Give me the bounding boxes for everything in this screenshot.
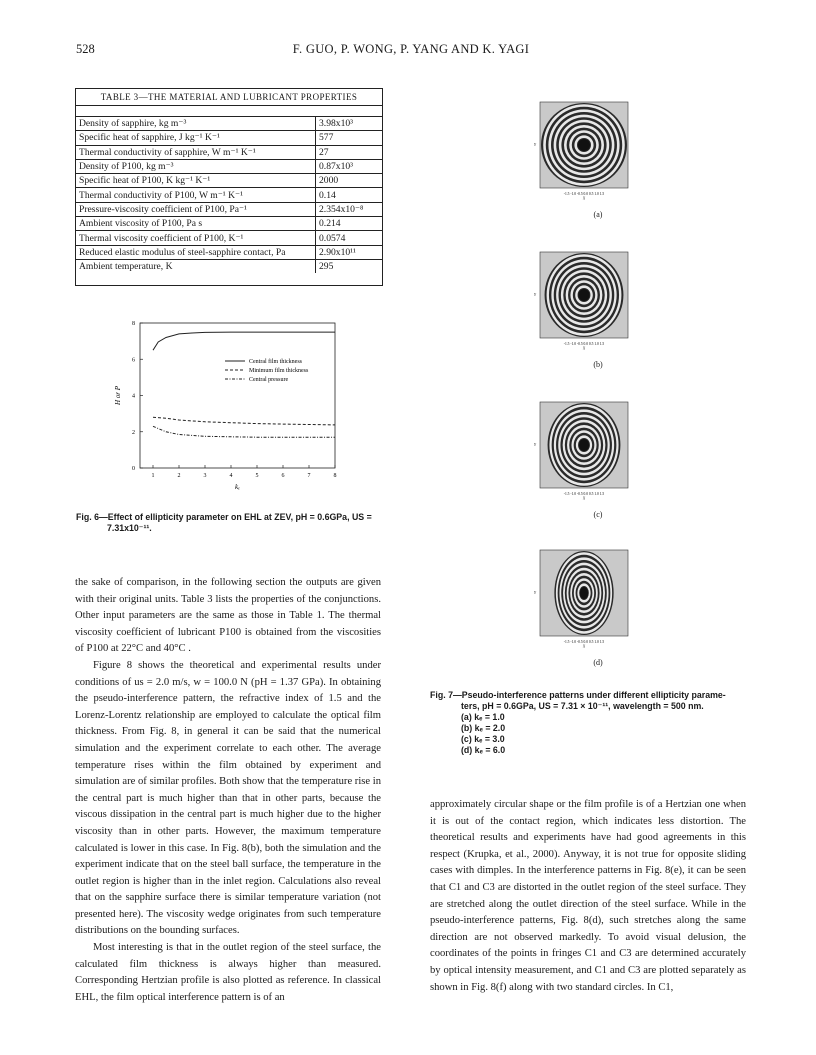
central-spot <box>579 439 589 451</box>
table-row <box>76 117 382 131</box>
value-cell: 2000 <box>316 174 383 188</box>
legend-entry: Central film thickness <box>249 359 302 365</box>
property-cell: Pressure-viscosity coefficient of P100, Pa⁻¹ <box>76 202 316 216</box>
left-column-text <box>75 575 381 1006</box>
table-row <box>76 217 382 231</box>
fig7-caption-line2: ters, pH = 0.6GPa, US = 7.31 × 10⁻¹¹, wavelength = 500 nm. <box>461 701 704 711</box>
table-row <box>76 145 382 159</box>
y-axis-label: H or P <box>114 385 122 406</box>
property-cell: Thermal conductivity of P100, W m⁻¹ K⁻¹ <box>76 188 316 202</box>
x-tick-label: 6 <box>281 473 285 479</box>
interference-pattern-d <box>530 548 640 648</box>
y-tick-label: 6 <box>132 357 135 364</box>
fig6-caption <box>76 512 376 534</box>
property-cell: Ambient temperature, K <box>76 259 316 273</box>
x-tick-label: 3 <box>203 473 207 479</box>
central-spot <box>580 587 588 599</box>
table-row <box>76 245 382 259</box>
property-cell: Thermal viscosity coefficient of P100, K⁻¹ <box>76 231 316 245</box>
value-cell: 3.98x10³ <box>316 117 383 131</box>
y-axis-label: Y <box>534 443 536 447</box>
fig6-caption-line1: Fig. 6—Effect of ellipticity parameter on EHL at ZEV, pH = 0.6GPa, US = <box>76 512 372 522</box>
axis-ticks: -1.5 -1.0 -0.5 0.0 0.5 1.0 1.5 <box>563 192 605 196</box>
table-row <box>76 259 382 273</box>
fig7-caption-item-c: (c) kₑ = 3.0 <box>461 734 505 744</box>
panel-label-c: (c) <box>593 510 603 519</box>
fig7-caption-item-a: (a) kₑ = 1.0 <box>461 712 505 722</box>
interference-pattern-b <box>530 250 640 350</box>
y-tick-label: 4 <box>132 393 135 400</box>
x-tick-label: 4 <box>229 473 233 479</box>
x-axis-label: X <box>582 346 586 350</box>
running-authors: F. GUO, P. WONG, P. YANG AND K. YAGI <box>292 42 530 56</box>
y-axis-label: Y <box>534 293 536 297</box>
central-spot <box>578 139 590 151</box>
y-axis-label: Y <box>534 591 536 595</box>
page-header <box>76 42 746 60</box>
axis-ticks: -1.5 -1.0 -0.5 0.0 0.5 1.0 1.5 <box>563 342 605 346</box>
panel-label-d: (d) <box>593 658 603 667</box>
properties-table <box>76 116 382 273</box>
value-cell: 2.354x10⁻⁸ <box>316 202 383 216</box>
property-cell: Reduced elastic modulus of steel-sapphire contact, Pa <box>76 245 316 259</box>
axis-ticks: -1.5 -1.0 -0.5 0.0 0.5 1.0 1.5 <box>563 640 605 644</box>
value-cell: 0.14 <box>316 188 383 202</box>
panel-label-b: (b) <box>593 360 603 369</box>
value-cell: 0.0574 <box>316 231 383 245</box>
value-cell: 0.87x10³ <box>316 159 383 173</box>
central-spot <box>578 289 589 301</box>
fig6-chart <box>110 318 350 493</box>
y-tick-label: 8 <box>132 321 135 327</box>
paragraph: the sake of comparison, in the following section the outputs are given with their original units. Table 3 lists the properties of the conjunctions. Other input parameters are the same as those in Table 1. The thermal viscosity coefficient of lubricant P100 is obtained from the viscosities of P100 at 22°C and 40°C . <box>75 577 381 655</box>
value-cell: 295 <box>316 259 383 273</box>
property-cell: Thermal conductivity of sapphire, W m⁻¹ K⁻¹ <box>76 145 316 159</box>
y-axis-label: Y <box>534 143 536 147</box>
x-axis-label: kₑ <box>235 483 240 491</box>
property-cell: Density of P100, kg m⁻³ <box>76 159 316 173</box>
x-axis-label: X <box>582 196 586 200</box>
table-row <box>76 159 382 173</box>
table-row <box>76 131 382 145</box>
series-line-3 <box>153 426 335 437</box>
plot-frame <box>140 323 335 468</box>
property-cell: Density of sapphire, kg m⁻³ <box>76 117 316 131</box>
property-cell: Specific heat of P100, K kg⁻¹ K⁻¹ <box>76 174 316 188</box>
series-line-2 <box>153 417 335 425</box>
series-line-1 <box>153 332 335 350</box>
property-cell: Specific heat of sapphire, J kg⁻¹ K⁻¹ <box>76 131 316 145</box>
y-tick-label: 2 <box>132 429 135 436</box>
value-cell: 27 <box>316 145 383 159</box>
fig7-caption-item-d: (d) kₑ = 6.0 <box>461 745 506 755</box>
paragraph: Figure 8 shows the theoretical and experimental results under conditions of us = 2.0 m/s, w = 100.0 N (pH = 1.37 GPa). In obtaining the pseudo-interference pattern, the refractive index of 1.5 and the Lorenz-Lorentz relationship are employed to calculate the optical film thickness. From Fig. 8, in general it can be said that the numerical simulation and the experiment correlate to each other. The average temperature rises within the film obtained by experiment and simulation are of similar profiles. Both show that the temperature rise in the central part is much higher than that in other parts, because the viscous dissipation in the central part is much higher due to the higher viscosity than in other parts. However, the maximum temperature calculated is lower in this case. In Fig. 8(b), both the simulation and the experiment indicate that on the steel ball surface, the temperature in the outlet region is higher than in the inlet region. Calculations also reveal that on the sapphire surface there is similar temperature variation (not presented here). The viscosity wedge originates from such temperature distributions on the bounding surfaces. <box>75 659 381 937</box>
fig6-caption-line2: 7.31x10⁻¹¹. <box>107 523 152 533</box>
right-column-text <box>430 797 746 996</box>
legend-entry: Minimum film thickness <box>249 368 309 374</box>
interference-pattern-c <box>530 400 640 500</box>
table-row <box>76 202 382 216</box>
value-cell: 577 <box>316 131 383 145</box>
x-tick-label: 2 <box>177 473 181 479</box>
table-title: TABLE 3—THE MATERIAL AND LUBRICANT PROPERTIES <box>76 89 382 106</box>
x-tick-label: 7 <box>307 473 311 479</box>
x-axis-label: X <box>582 644 586 648</box>
x-axis-label: X <box>582 496 586 500</box>
fig7-caption <box>430 690 750 756</box>
x-tick-label: 8 <box>333 473 337 479</box>
x-tick-label: 5 <box>255 473 259 479</box>
table-row <box>76 174 382 188</box>
page-number: 528 <box>76 42 95 56</box>
property-cell: Ambient viscosity of P100, Pa s <box>76 217 316 231</box>
value-cell: 0.214 <box>316 217 383 231</box>
legend-entry: Central pressure <box>249 377 289 383</box>
panel-label-a: (a) <box>593 210 603 219</box>
x-tick-label: 1 <box>151 473 155 479</box>
y-tick-label: 0 <box>132 466 135 472</box>
table-3 <box>75 88 383 286</box>
axis-ticks: -1.5 -1.0 -0.5 0.0 0.5 1.0 1.5 <box>563 492 605 496</box>
fig7-caption-item-b: (b) kₑ = 2.0 <box>461 723 506 733</box>
table-row <box>76 188 382 202</box>
interference-pattern-a <box>530 100 640 200</box>
paragraph: Most interesting is that in the outlet region of the steel surface, the calculated film thickness is always higher than measured. Corresponding Hertzian profile is also plotted as reference. In classical EHL, the film optical interference pattern is of an <box>75 942 381 1003</box>
fig7-caption-line1: Fig. 7—Pseudo-interference patterns under different ellipticity parame- <box>430 690 726 700</box>
table-row <box>76 231 382 245</box>
paragraph: approximately circular shape or the film profile is of a Hertzian one when it is out of the contact region, which indicates less distortion. The theoretical results and experiments have had good agreements in this respect (Krupka, et al., 2000). Anyway, it is not true for opposite sliding cases with dimples. In the interference patterns in Fig. 8(e), it can be seen that C1 and C3 are distorted in the outlet region of the steel surface. They are stretched along the outlet direction of the steel surface. While in the pseudo-interference patterns, Fig. 8(d), such stretches along the same direction are not observed markedly. To avoid visual delusion, the coordinates of the points in fringes C1 and C3 are determined accurately by optical intensity measurement, and C1 and C3 are plotted separately as shown in Fig. 8(f) along with two standard circles. In C1, <box>430 799 746 993</box>
value-cell: 2.90x10¹¹ <box>316 245 383 259</box>
